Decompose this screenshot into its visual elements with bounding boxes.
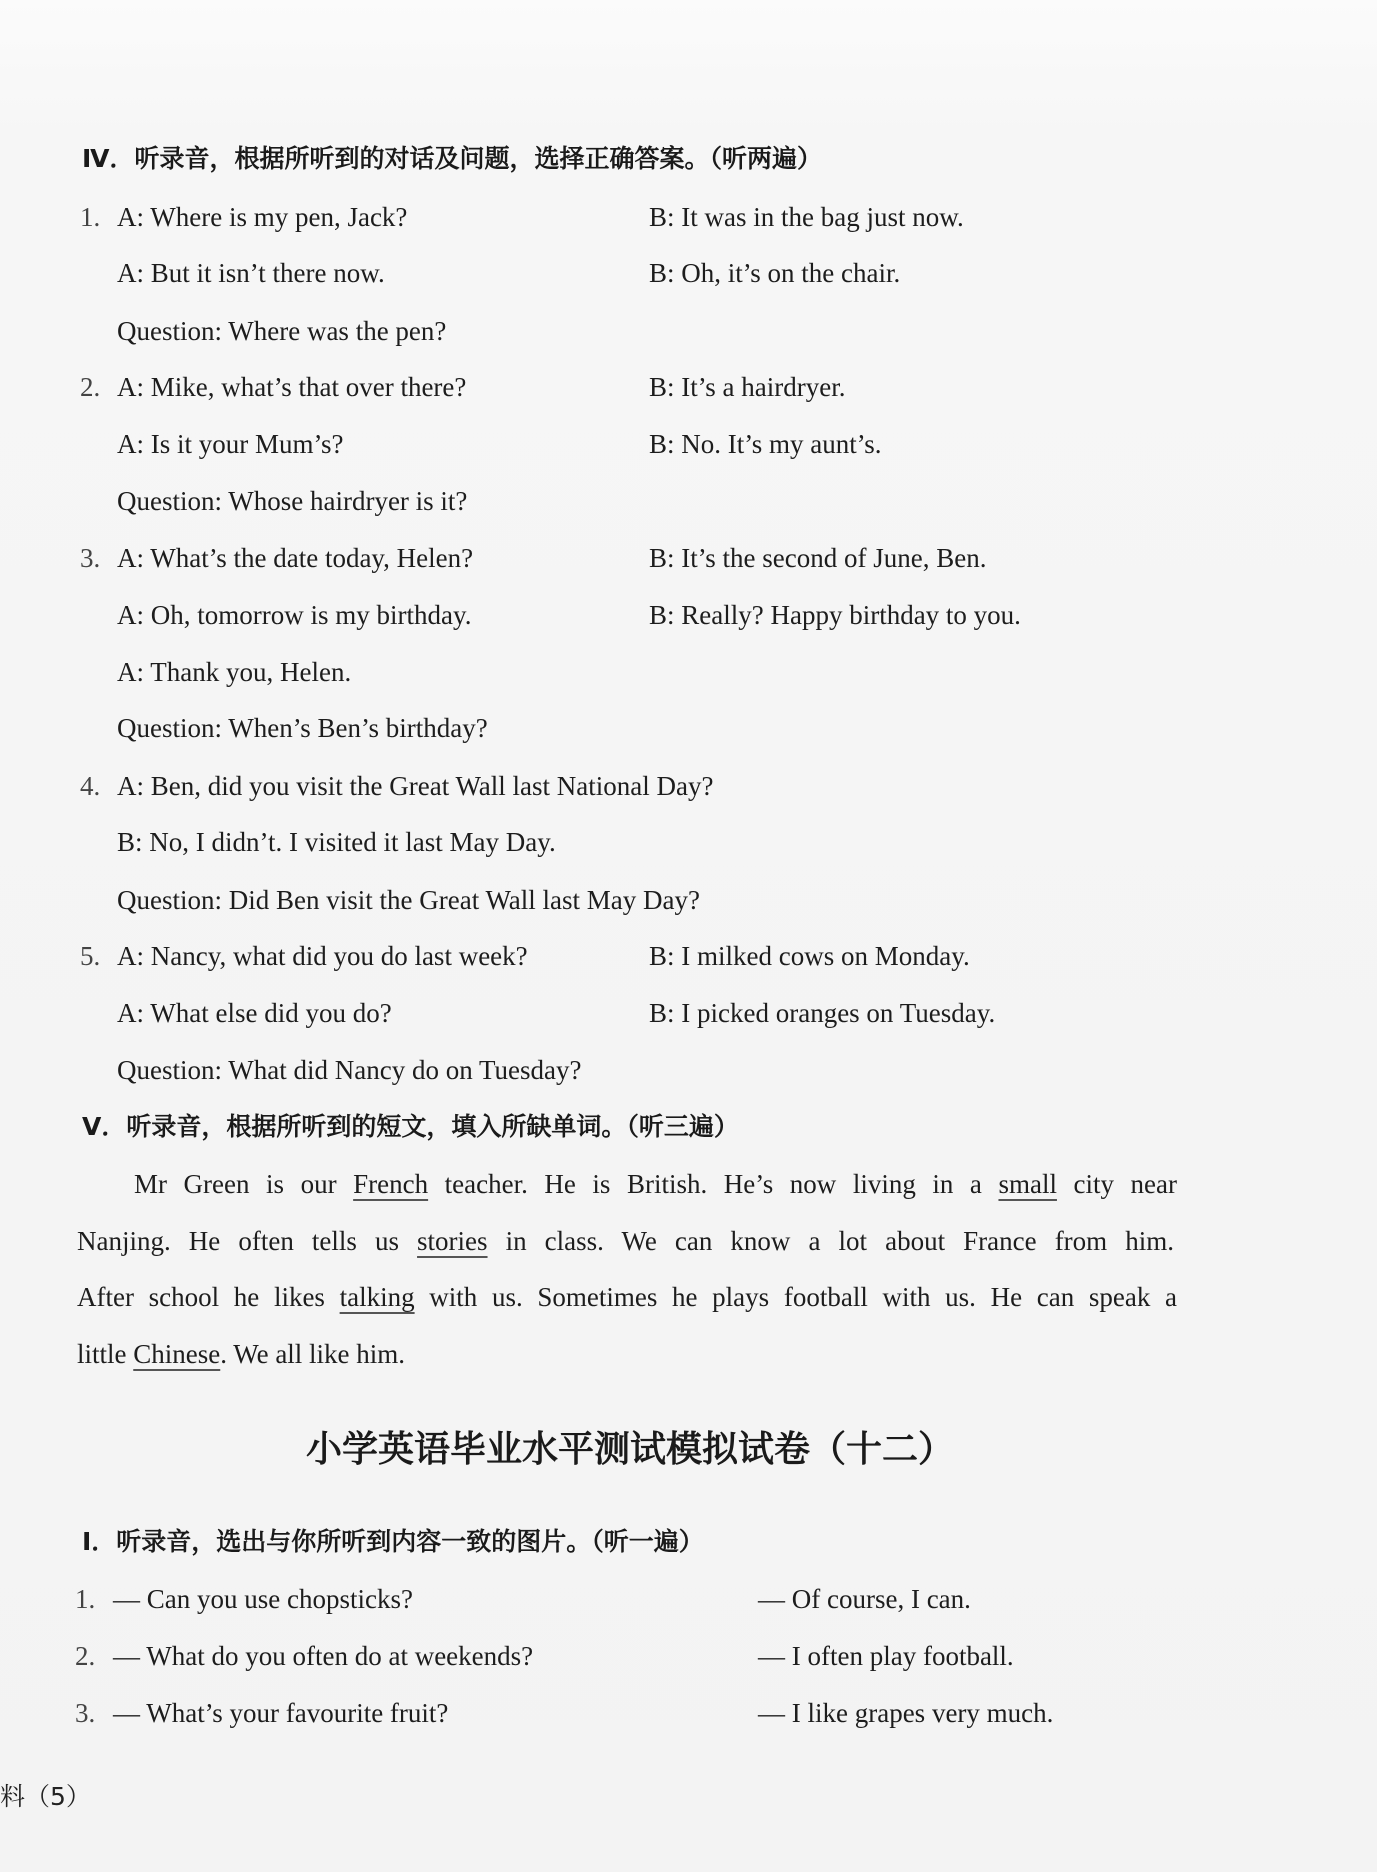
exam-title: 小学英语毕业水平测试模拟试卷（十二） — [306, 1429, 955, 1470]
passage-text: After school he likes — [77, 1282, 340, 1312]
answer-line: — Of course, I can. — [758, 1584, 971, 1614]
speaker-b-line: B: Oh, it’s on the chair. — [649, 258, 901, 288]
filled-blank: small — [998, 1169, 1057, 1199]
page-footer-label: 料（5） — [0, 1782, 91, 1811]
dialogue-row — [0, 652, 1377, 692]
passage-text: . We all like him. — [220, 1339, 406, 1369]
dialogue-row — [0, 367, 1377, 407]
filled-blank: Chinese — [133, 1339, 221, 1369]
item-number: 1. — [75, 1584, 96, 1614]
exchange-row — [0, 1693, 1377, 1733]
dialogue-row — [0, 595, 1377, 635]
passage-line — [77, 1334, 1177, 1374]
item-number: 2. — [75, 1641, 96, 1671]
item-number: 3. — [80, 543, 101, 573]
passage-line — [134, 1164, 1177, 1204]
speaker-a-line: A: Oh, tomorrow is my birthday. — [117, 600, 472, 630]
answer-line: — I like grapes very much. — [758, 1698, 1054, 1728]
item-number: 4. — [80, 771, 101, 801]
dialogue-row — [0, 197, 1377, 237]
passage-line — [77, 1221, 1174, 1261]
speaker-a-line: A: Where is my pen, Jack? — [117, 202, 408, 232]
passage-text: Mr Green is our — [134, 1169, 354, 1199]
dialogue-row — [0, 766, 1377, 806]
speaker-a-line: A: Thank you, Helen. — [117, 657, 352, 687]
item-number: 3. — [75, 1698, 96, 1728]
question-text: Question: What did Nancy do on Tuesday? — [117, 1055, 582, 1085]
dialogue-row — [0, 538, 1377, 578]
item-number: 1. — [80, 202, 101, 232]
exchange-row — [0, 1636, 1377, 1676]
question-row — [0, 880, 1377, 920]
speaker-b-line: B: No. It’s my aunt’s. — [649, 429, 882, 459]
dialogue-row — [0, 936, 1377, 976]
filled-blank: French — [353, 1169, 429, 1199]
dialogue-row — [0, 253, 1377, 293]
speaker-b-line: B: It was in the bag just now. — [649, 202, 964, 232]
question-row — [0, 1050, 1377, 1090]
passage-text: teacher. He is British. He’s now living in a — [428, 1169, 999, 1199]
passage-text: in class. We can know a lot about France from him. — [487, 1226, 1174, 1256]
dialogue-row — [0, 424, 1377, 464]
passage-line — [77, 1277, 1177, 1317]
question-row — [0, 311, 1377, 351]
speaker-a-line: A: What’s the date today, Helen? — [117, 543, 474, 573]
filled-blank: talking — [339, 1282, 415, 1312]
dialogue-row — [0, 822, 1377, 862]
speaker-a-line: A: Mike, what’s that over there? — [117, 372, 467, 402]
exchange-row — [0, 1579, 1377, 1619]
dialogue-row — [0, 993, 1377, 1033]
speaker-b-line: B: Really? Happy birthday to you. — [649, 600, 1021, 630]
speaker-a-line: A: What else did you do? — [117, 998, 392, 1028]
speaker-a-line: A: But it isn’t there now. — [117, 258, 385, 288]
passage-text: Nanjing. He often tells us — [77, 1226, 418, 1256]
speaker-a-line: A: Ben, did you visit the Great Wall last National Day? — [117, 771, 714, 801]
filled-blank: stories — [417, 1226, 488, 1256]
answer-line: — I often play football. — [758, 1641, 1014, 1671]
section-v-heading: Ⅴ．听录音，根据所听到的短文，填入所缺单词。（听三遍） — [82, 1112, 739, 1141]
passage-text: city near — [1056, 1169, 1177, 1199]
speaker-b-line: B: It’s the second of June, Ben. — [649, 543, 987, 573]
speaker-b-line: B: No, I didn’t. I visited it last May Day. — [117, 827, 556, 857]
speaker-b-line: B: I milked cows on Monday. — [649, 941, 970, 971]
question-line: — Can you use chopsticks? — [113, 1584, 413, 1614]
speaker-b-line: B: I picked oranges on Tuesday. — [649, 998, 996, 1028]
question-text: Question: Whose hairdryer is it? — [117, 486, 468, 516]
question-line: — What do you often do at weekends? — [113, 1641, 534, 1671]
question-row — [0, 481, 1377, 521]
question-text: Question: Did Ben visit the Great Wall last May Day? — [117, 885, 700, 915]
section-iv-heading: Ⅳ．听录音，根据所听到的对话及问题，选择正确答案。（听两遍） — [82, 144, 822, 173]
item-number: 2. — [80, 372, 101, 402]
speaker-a-line: A: Nancy, what did you do last week? — [117, 941, 528, 971]
speaker-b-line: B: It’s a hairdryer. — [649, 372, 846, 402]
question-line: — What’s your favourite fruit? — [113, 1698, 449, 1728]
section-i-heading: Ⅰ．听录音，选出与你所听到内容一致的图片。（听一遍） — [82, 1527, 704, 1556]
passage-text: with us. Sometimes he plays football with us. He can speak a — [414, 1282, 1177, 1312]
question-text: Question: When’s Ben’s birthday? — [117, 713, 488, 743]
passage-text: little — [77, 1339, 134, 1369]
speaker-a-line: A: Is it your Mum’s? — [117, 429, 344, 459]
item-number: 5. — [80, 941, 101, 971]
question-text: Question: Where was the pen? — [117, 316, 447, 346]
question-row — [0, 708, 1377, 748]
